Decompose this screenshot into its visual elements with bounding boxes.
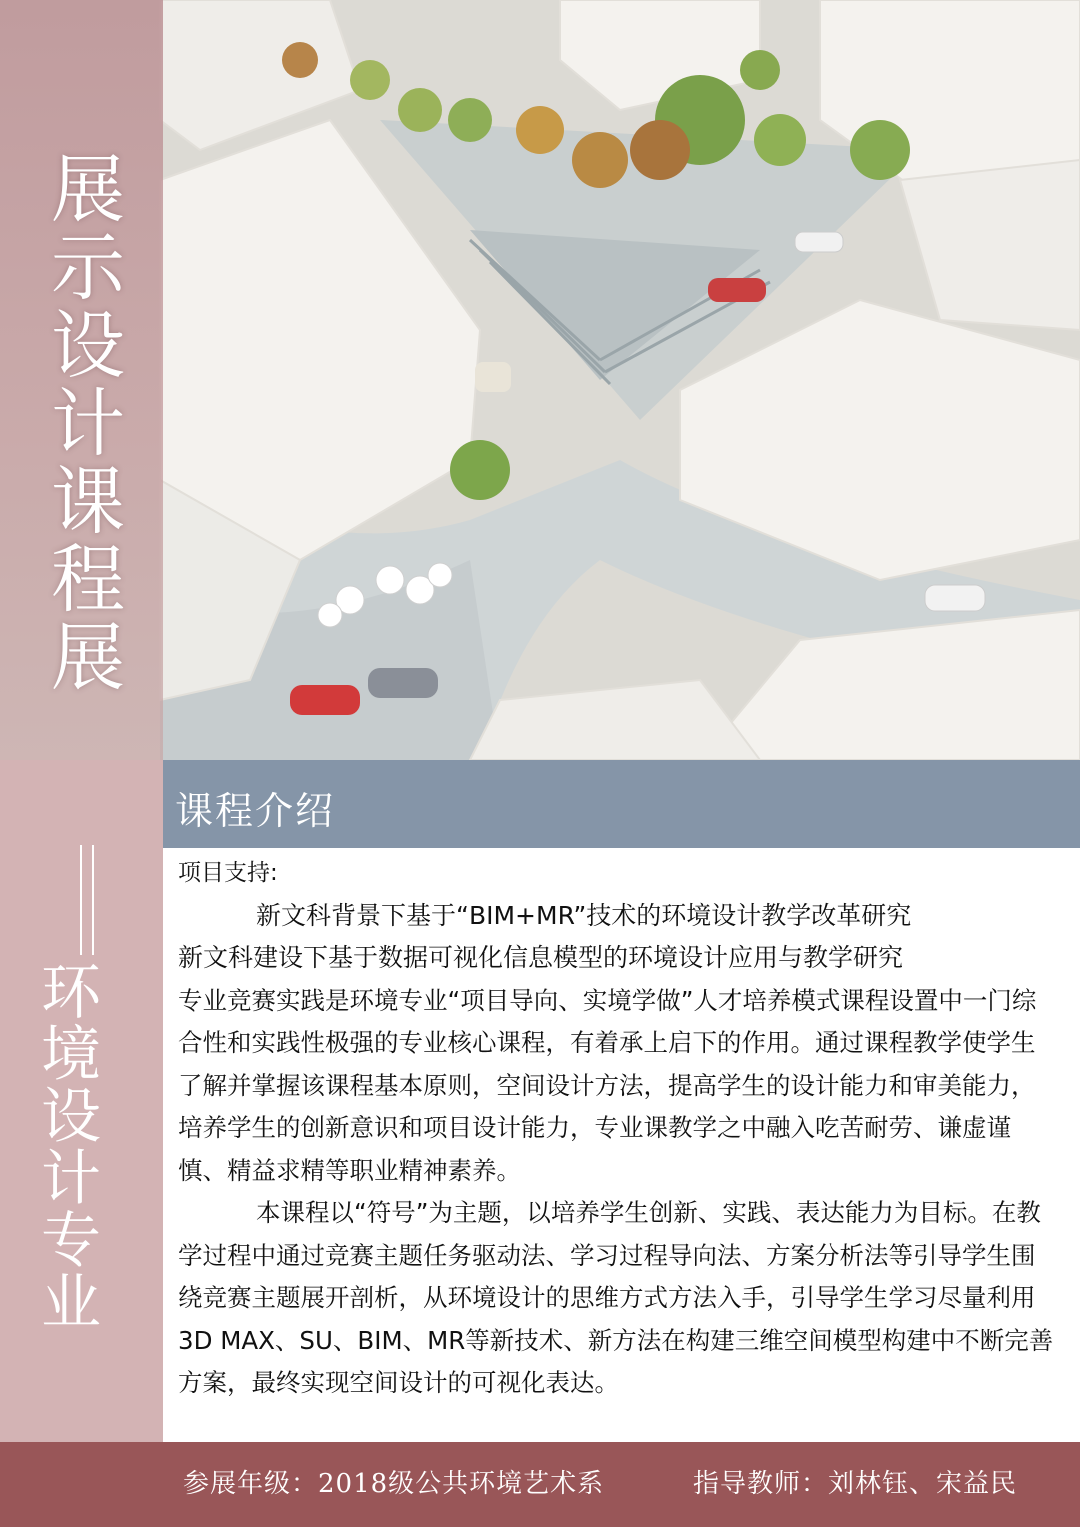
- title-dash: [80, 845, 82, 955]
- main-title: 展示设计课程展: [39, 150, 125, 696]
- support-item: 新文科背景下基于“BIM+MR”技术的环境设计教学改革研究: [256, 900, 912, 930]
- title-dash: [92, 845, 94, 955]
- intro-paragraph: 专业竞赛实践是环境专业“项目导向、实境学做”人才培养模式课程设置中一门综合性和实践性极强的专业核心课程，有着承上启下的作用。通过课程教学使学生了解并掌握该课程基本原则，空间设计方法，提高学生的设计能力和审美能力，培养学生的创新意识和项目设计能力，专业课教学之中融入吃苦耐劳、谦虚谨慎、精益求精等职业精神素养。: [178, 985, 1037, 1185]
- support-label: 项目支持:: [178, 860, 278, 886]
- section-title: 课程介绍: [175, 789, 336, 833]
- intro-paragraph: 本课程以“符号”为主题，以培养学生创新、实践、表达能力为目标。在教学过程中通过竞赛主题任务驱动法、学习过程导向法、方案分析法等引导学生围绕竞赛主题展开剖析，从环境设计的思维方式方法入手，引导学生学习尽量利用3D MAX、SU、BIM、MR等新技术、新方法在构建三维空间模型构建中不断完善方案，最终实现空间设计的可视化表达。: [178, 1198, 1054, 1397]
- sub-title-text: 环境设计专业: [31, 960, 101, 1332]
- support-item: 新文科建设下基于数据可视化信息模型的环境设计应用与教学研究: [178, 943, 904, 972]
- sub-title: [0, 960, 163, 1420]
- grade-info: 参展年级：2018级公共环境艺术系: [183, 1469, 605, 1499]
- course-intro-content: [178, 852, 1058, 1405]
- teacher-info: 指导教师：刘林钰、宋益民: [693, 1469, 1018, 1499]
